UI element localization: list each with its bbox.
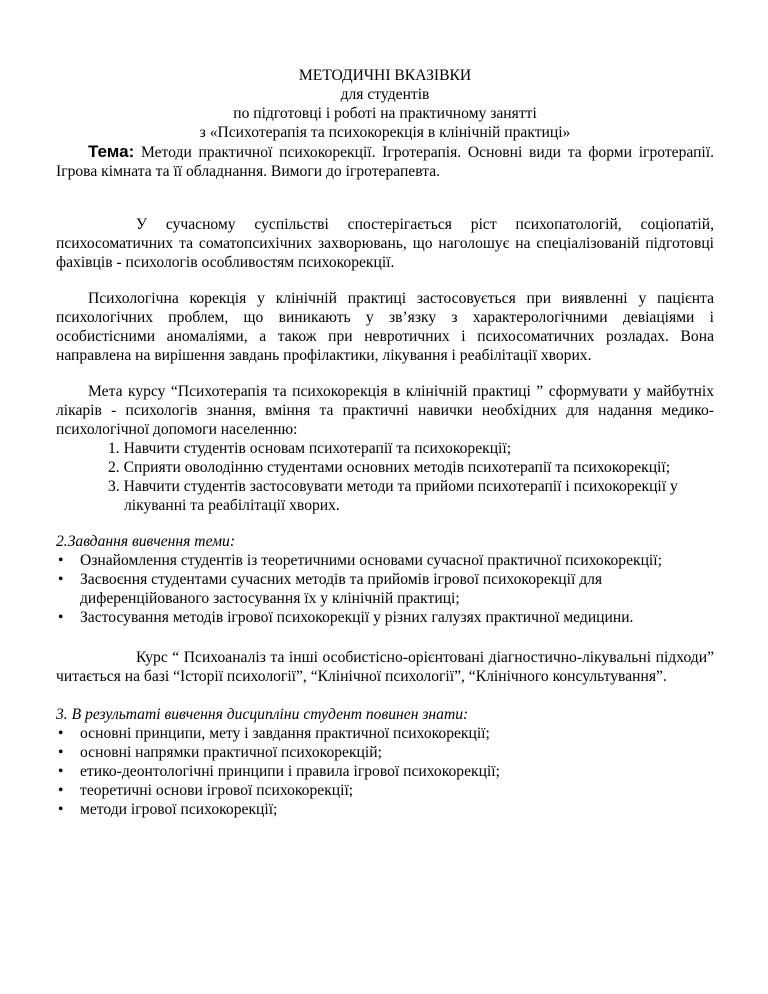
bullet-icon: • — [58, 552, 64, 569]
bullet-icon: • — [58, 763, 64, 780]
list-item-text: основні принципи, мету і завдання практичної психокорекції; — [80, 725, 490, 742]
list-item: 2. Сприяти оволодінню студентами основних методів психотерапії та психокорекції; — [108, 459, 671, 476]
correction-paragraph: Психологічна корекція у клінічній практиці застосовується при виявленні у пацієнта психологічних проблем, що виникають у зв’язку з характерологічними девіаціями і особистісними аномаліями, а також при невротичних і психосоматичних розладах. Вона направлена на вирішення завдань профілактики, лікування і реабілітації хворих. — [56, 290, 714, 364]
section3-heading: 3. В результаті вивчення дисципліни студент повинен знати: — [56, 706, 469, 723]
list-item — [56, 762, 714, 781]
header-course: з «Психотерапія та психокорекція в клінічній практиці» — [199, 124, 571, 141]
list-item-text: Ознайомлення студентів із теоретичними основами сучасної практичної психокорекції; — [80, 552, 662, 569]
bullet-icon: • — [58, 744, 64, 761]
topic-paragraph — [56, 142, 714, 181]
list-item: 3. Навчити студентів застосовувати методи та прийоми психотерапії і психокорекції у лікуванні та реабілітації хворих. — [108, 478, 678, 514]
topic-label: Тема: — [88, 142, 135, 161]
document-page — [56, 66, 714, 819]
list-item — [56, 781, 714, 800]
list-item — [56, 570, 714, 608]
course-basis-paragraph: Курс “ Психоаналіз та інші особистісно-орієнтовані діагностично-лікувальні підходи” читається на базі “Історії психології”, “Клінічної психології”, “Клінічного консультування”. — [56, 649, 714, 685]
list-item — [56, 608, 714, 627]
list-item-text: Засвоєння студентами сучасних методів та прийомів ігрової психокорекції для диференційованого застосування їх у клінічній практиці; — [80, 571, 603, 607]
list-item — [56, 724, 714, 743]
intro-paragraph: У сучасному суспільстві спостерігається ріст психопатологій, соціопатій, психосоматичних та соматопсихічних захворювань, що наголошує на спеціалізованій підготовці фахівців - психологів особливостям психокорекції. — [56, 216, 714, 271]
list-item-text: теоретичні основи ігрової психокорекції; — [80, 782, 354, 799]
bullet-icon: • — [58, 609, 64, 626]
course-goal-paragraph: Мета курсу “Психотерапія та психокорекція в клінічній практиці ” сформувати у майбутніх лікарів - психологів знання, вміння та практичні навички необхідних для надання медико-психологічної допомоги населенню: — [56, 383, 714, 438]
header-audience: для студентів — [340, 86, 430, 103]
list-item: 1. Навчити студентів основам психотерапії та психокорекції; — [108, 440, 512, 457]
section3-list — [56, 724, 714, 819]
list-item-text: основні напрямки практичної психокорекцій; — [80, 744, 382, 761]
document-header — [56, 66, 714, 142]
topic-text: Методи практичної психокорекції. Ігротерапія. Основні види та форми ігротерапії. Ігрова кімната та її обладнання. Вимоги до ігротерапевта. — [56, 144, 714, 180]
list-item-text: методи ігрової психокорекції; — [80, 801, 278, 818]
section2-list — [56, 551, 714, 627]
bullet-icon: • — [58, 782, 64, 799]
bullet-icon: • — [58, 725, 64, 742]
list-item — [56, 551, 714, 570]
header-purpose: по підготовці і роботі на практичному занятті — [233, 105, 537, 122]
bullet-icon: • — [58, 801, 64, 818]
list-item-text: етико-деонтологічні принципи і правила ігрової психокорекції; — [80, 763, 500, 780]
header-title: МЕТОДИЧНІ ВКАЗІВКИ — [298, 67, 472, 84]
section2-heading: 2.Завдання вивчення теми: — [56, 533, 236, 550]
list-item — [56, 743, 714, 762]
list-item — [56, 800, 714, 819]
list-item-text: Застосування методів ігрової психокорекції у різних галузях практичної медицини. — [80, 609, 634, 626]
bullet-icon: • — [58, 571, 64, 588]
goals-list — [56, 439, 714, 515]
